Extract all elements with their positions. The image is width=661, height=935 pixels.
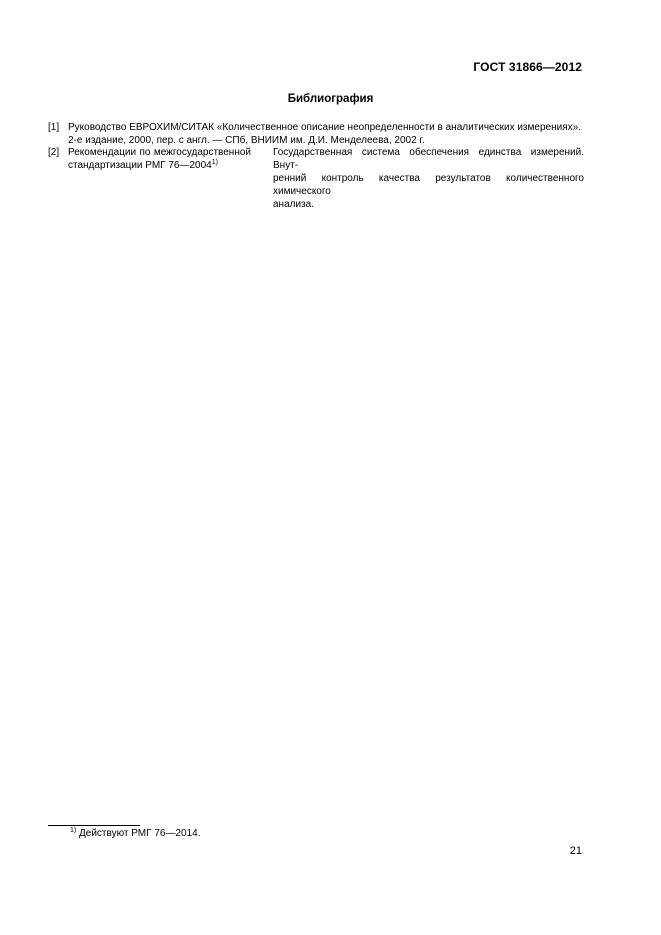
entry-line: Рекомендации по межгосударственной (68, 147, 251, 158)
entry-number: [1] (48, 122, 60, 133)
document-header-code: ГОСТ 31866—2012 (473, 60, 582, 74)
entry-document-name (68, 146, 251, 172)
entry-document-description (273, 146, 584, 211)
entry-reference-text (68, 121, 584, 147)
entry-line: Руководство ЕВРОХИМ/СИТАК «Количественное описание неопределенности в аналитических измерениях». (68, 122, 581, 133)
entry-line (68, 159, 251, 172)
entry-line: Государственная система обеспечения единства измерений. Внут- (273, 147, 584, 171)
entry-line: ренний контроль качества результатов количественного химического (273, 173, 584, 197)
entry-line-text: стандартизации РМГ 76—2004 (68, 160, 212, 171)
entry-line: 2-е издание, 2000, пер. с англ. — СПб, ВНИИМ им. Д.И. Менделеева, 2002 г. (68, 135, 425, 146)
entry-number: [2] (48, 147, 60, 158)
footnote (70, 828, 200, 839)
entry-line: анализа. (273, 199, 314, 210)
footnote-marker: 1) (70, 827, 77, 834)
bibliography-title: Библиография (287, 93, 374, 105)
page-number: 21 (569, 845, 582, 857)
footnote-marker: 1) (211, 159, 218, 166)
footnote-text: Действуют РМГ 76—2014. (79, 828, 201, 839)
footnote-separator (48, 825, 140, 826)
